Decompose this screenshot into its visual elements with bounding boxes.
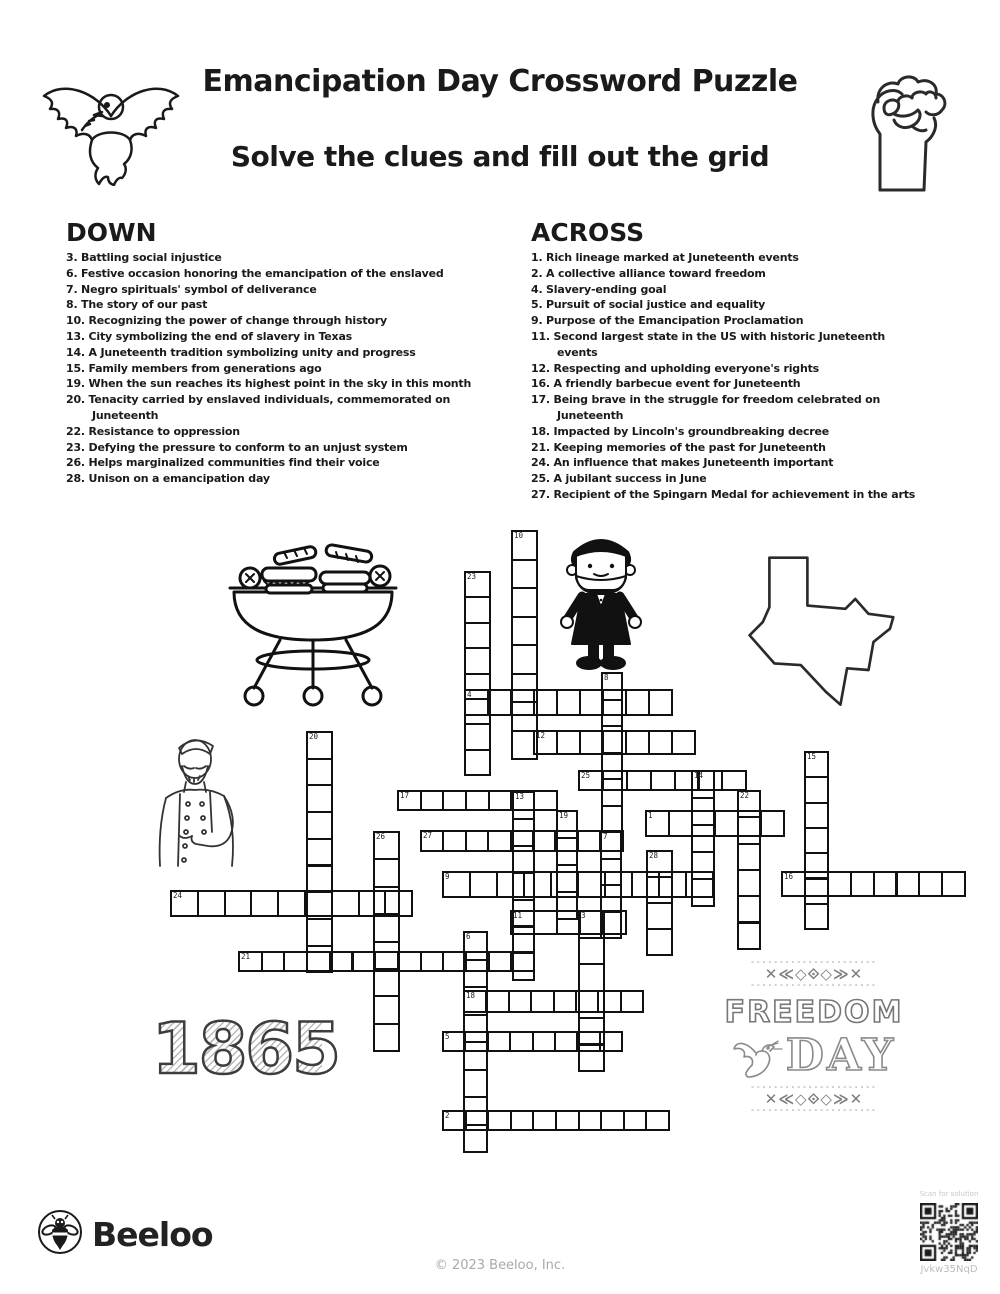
grid-cell: [781, 871, 806, 897]
clue-item: 24. An influence that makes Juneteenth important: [531, 456, 834, 470]
grid-cell: [373, 831, 400, 860]
grid-cell-number: 18: [466, 991, 476, 1000]
grid-cell: [238, 951, 263, 972]
grid-cell: [373, 995, 400, 1024]
grid-cell-number: 6: [466, 932, 471, 941]
grid-cell: [601, 752, 623, 781]
grid-cell: [261, 951, 286, 972]
grid-cell: [578, 770, 604, 791]
grid-cell: [512, 818, 535, 847]
grid-cell: [556, 837, 578, 866]
grid-cell: [306, 891, 333, 920]
grid-cell: [804, 776, 829, 803]
clue-item: 10. Recognizing the power of change through history: [66, 314, 387, 328]
grid-cell-number: 22: [740, 791, 750, 800]
grid-cell-number: 16: [784, 872, 794, 881]
grid-cell: [464, 647, 491, 674]
grid-cell: [896, 871, 921, 897]
texas-outline-icon: [728, 556, 900, 708]
lincoln-figure-icon: [560, 532, 642, 672]
grid-cell: [373, 1023, 400, 1052]
grid-cell: [373, 968, 400, 997]
grid-cell: [691, 878, 715, 907]
grid-cell: [556, 689, 581, 716]
grid-cell: [578, 1044, 605, 1073]
grid-cell: [487, 830, 511, 852]
grid-cell-number: 1: [648, 811, 653, 820]
grid-cell: [737, 816, 761, 844]
grid-cell: [625, 730, 650, 755]
clue-item: 11. Second largest state in the US with historic Juneteenth events: [531, 329, 886, 359]
grid-cell-number: 21: [241, 952, 251, 961]
clue-item: 1. Rich lineage marked at Juneteenth events: [531, 251, 799, 264]
clue-item: 15. Family members from generations ago: [66, 361, 322, 375]
grid-cell-number: 11: [513, 911, 523, 920]
grid-cell-number: 28: [649, 851, 659, 860]
grid-cell: [512, 926, 535, 955]
grid-cell: [646, 928, 673, 956]
clue-item: 12. Respecting and upholding everyone's rights: [531, 361, 819, 375]
grid-cell: [532, 1031, 556, 1052]
grid-cell-number: 5: [445, 1032, 450, 1041]
grid-cell: [463, 1124, 488, 1154]
grid-cell: [601, 699, 623, 728]
clue-item: 2. A collective alliance toward freedom: [531, 266, 766, 280]
grid-cell: [532, 1110, 557, 1131]
grid-cell: [397, 951, 422, 972]
grid-cell: [556, 864, 578, 893]
grid-cell: [250, 890, 279, 917]
raised-fist-icon: [850, 72, 954, 192]
grid-cell: [306, 731, 333, 760]
grid-cell: [511, 587, 538, 618]
grid-cell: [737, 790, 761, 818]
grid-cell: [373, 858, 400, 887]
grid-cell: [465, 790, 490, 811]
year-1865-art: 1865: [152, 1008, 339, 1090]
grid-cell: [510, 1110, 535, 1131]
across-heading: ACROSS: [531, 218, 645, 247]
grid-cell: [469, 871, 498, 898]
grid-cell: [691, 770, 715, 799]
grid-cell: [804, 903, 829, 930]
page-subtitle: Solve the clues and fill out the grid: [230, 140, 770, 173]
grid-cell: [306, 811, 333, 840]
clue-item: 9. Purpose of the Emancipation Proclamation: [531, 314, 804, 328]
grid-cell: [465, 830, 489, 852]
clue-item: 25. A jubilant success in June: [531, 472, 707, 486]
grid-cell: [578, 990, 605, 1019]
grid-cell: [737, 843, 761, 871]
grid-cell: [511, 530, 538, 561]
grid-cell: [556, 810, 578, 839]
grid-cell: [512, 872, 535, 901]
grid-cell-number: 27: [423, 831, 433, 840]
grid-cell: [463, 986, 488, 1016]
grid-cell: [648, 689, 673, 716]
grid-cell: [511, 644, 538, 675]
grid-cell: [487, 1031, 511, 1052]
grid-cell: [463, 1096, 488, 1126]
beeloo-brand-text: Beeloo: [92, 1215, 213, 1254]
clue-item: 26. Helps marginalized communities find their voice: [66, 456, 380, 470]
grid-cell-number: 2: [445, 1111, 450, 1120]
freedom-word: FREEDOM: [724, 995, 904, 1030]
grid-cell: [600, 884, 622, 913]
grid-cell: [578, 910, 605, 939]
grid-cell-number: 24: [173, 891, 183, 900]
grid-cell: [623, 1110, 648, 1131]
grid-cell: [306, 918, 333, 947]
page-title: Emancipation Day Crossword Puzzle: [202, 64, 798, 99]
grid-cell: [511, 701, 538, 732]
pattern-dots-top: ∘∘∘∘∘∘∘∘∘∘∘∘∘∘∘∘∘∘∘∘∘∘: [750, 959, 878, 966]
grid-cell: [488, 951, 513, 972]
clue-item: 19. When the sun reaches its highest point in the sky in this month: [66, 377, 472, 391]
grid-cell: [804, 852, 829, 879]
grid-cell: [306, 945, 333, 974]
grid-cell: [556, 730, 581, 755]
grid-cell: [464, 749, 491, 776]
grid-cell-number: 8: [604, 673, 609, 682]
clue-item: 3. Battling social injustice: [66, 251, 222, 264]
clue-item: 4. Slavery-ending goal: [531, 282, 667, 296]
grid-cell: [512, 845, 535, 874]
grid-cell: [646, 850, 673, 878]
grid-cell: [224, 890, 253, 917]
grid-cell: [306, 865, 333, 894]
grid-cell: [850, 871, 875, 897]
pattern-dots-top2: ∘∘∘∘∘∘∘∘∘∘∘∘∘∘∘∘∘∘∘∘∘∘: [750, 982, 878, 989]
grid-cell: [668, 810, 693, 837]
grid-cell: [646, 876, 673, 904]
grid-cell: [650, 770, 676, 791]
pattern-dots-bottom2: ∘∘∘∘∘∘∘∘∘∘∘∘∘∘∘∘∘∘∘∘∘∘: [750, 1107, 878, 1114]
grid-cell: [577, 830, 601, 852]
clue-item: 28. Unison on a emancipation day: [66, 472, 270, 486]
grid-cell-number: 26: [376, 832, 386, 841]
grid-cell: [463, 1069, 488, 1099]
grid-cell: [509, 1031, 533, 1052]
grid-cell: [533, 910, 558, 935]
clue-item: 27. Recipient of the Spingarn Medal for achievement in the arts: [531, 487, 916, 501]
grid-cell: [397, 790, 422, 811]
grid-cell: [691, 824, 715, 853]
grid-cell: [721, 770, 747, 791]
grid-cell: [554, 1031, 578, 1052]
grid-cell: [671, 730, 696, 755]
grid-cell: [827, 871, 852, 897]
grid-cell: [737, 895, 761, 923]
clue-item: 8. The story of our past: [66, 298, 208, 312]
grid-cell-number: 7: [603, 832, 608, 841]
grid-cell-number: 15: [807, 752, 817, 761]
grid-cell: [804, 878, 829, 905]
pattern-band-bottom: ✕≪◇⟐◇≫✕: [764, 1090, 864, 1108]
grid-cell: [511, 616, 538, 647]
grid-cell: [941, 871, 966, 897]
pattern-band-top: ✕≪◇⟐◇≫✕: [764, 965, 864, 983]
grid-cell: [197, 890, 226, 917]
grid-cell: [511, 559, 538, 590]
grid-cell: [420, 830, 444, 852]
grid-cell: [442, 871, 471, 898]
grid-cell: [601, 725, 623, 754]
grid-cell-number: 19: [559, 811, 569, 820]
grid-cell: [760, 810, 785, 837]
grid-cell: [306, 758, 333, 787]
clue-item: 18. Impacted by Lincoln's groundbreaking decree: [531, 424, 830, 438]
grid-cell: [530, 990, 554, 1013]
grid-cell: [555, 1110, 580, 1131]
grid-cell: [442, 830, 466, 852]
grid-cell: [648, 730, 673, 755]
qr-code-label: Jvkw35NqD: [920, 1264, 978, 1275]
grid-cell: [463, 1014, 488, 1044]
grid-cell: [508, 990, 532, 1013]
grid-cell: [464, 571, 491, 598]
clue-item: 14. A Juneteenth tradition symbolizing unity and progress: [66, 345, 416, 359]
clue-item: 23. Defying the pressure to conform to an unjust system: [66, 440, 408, 454]
grid-cell: [918, 871, 943, 897]
grid-cell: [804, 751, 829, 778]
grid-cell: [533, 790, 558, 811]
grid-cell: [463, 1041, 488, 1071]
grid-cell: [511, 673, 538, 704]
clue-item: 5. Pursuit of social justice and equality: [531, 298, 766, 312]
grid-cell: [373, 941, 400, 970]
grid-cell-number: 3: [581, 911, 586, 920]
copyright-text: © 2023 Beeloo, Inc.: [434, 1258, 566, 1273]
day-word: DAY: [785, 1030, 897, 1081]
grid-cell: [532, 830, 556, 852]
grid-cell: [331, 890, 360, 917]
grid-cell-number: 13: [515, 792, 525, 801]
grid-cell: [578, 1110, 603, 1131]
grid-cell: [691, 851, 715, 880]
grid-cell-number: 25: [581, 771, 591, 780]
bbq-grill-icon: [222, 540, 404, 710]
grid-cell: [553, 990, 577, 1013]
grid-cell: [804, 827, 829, 854]
grid-cell: [464, 723, 491, 750]
grid-cell: [626, 770, 652, 791]
grid-cell-number: 17: [400, 791, 410, 800]
grid-cell: [691, 797, 715, 826]
grid-cell: [463, 959, 488, 989]
grid-cell: [442, 790, 467, 811]
pattern-dots-bottom: ∘∘∘∘∘∘∘∘∘∘∘∘∘∘∘∘∘∘∘∘∘∘: [750, 1084, 878, 1091]
grid-cell: [512, 899, 535, 928]
clue-item: 13. City symbolizing the end of slavery in Texas: [66, 329, 353, 343]
grid-cell: [306, 784, 333, 813]
grid-cell: [620, 990, 644, 1013]
grid-cell: [170, 890, 199, 917]
grid-cell: [487, 1110, 512, 1131]
grid-cell-number: 23: [467, 572, 477, 581]
clue-item: 6. Festive occasion honoring the emancipation of the enslaved: [66, 266, 444, 280]
grid-cell: [600, 831, 622, 860]
grid-cell: [645, 810, 670, 837]
clue-item: 17. Being brave in the struggle for freedom celebrated on Juneteenth: [531, 393, 881, 422]
grid-cell-number: 10: [514, 531, 524, 540]
dove-icon: [36, 74, 186, 186]
grid-cell: [512, 791, 535, 820]
grid-cell-number: 14: [694, 771, 704, 780]
grid-cell: [873, 871, 898, 897]
grid-cell: [601, 805, 623, 834]
grid-cell: [420, 951, 445, 972]
clue-item: 20. Tenacity carried by enslaved individuals, commemorated on Juneteenth: [66, 393, 451, 422]
qr-code: [920, 1203, 978, 1261]
freedom-day-art: [714, 960, 914, 1114]
grid-cell: [737, 869, 761, 897]
grid-cell-number: 20: [309, 732, 319, 741]
grid-cell-number: 9: [445, 872, 450, 881]
grid-cell: [578, 937, 605, 966]
qr-caption: Scan for solution: [919, 1190, 979, 1198]
grid-cell: [714, 810, 739, 837]
grid-cell: [373, 886, 400, 915]
grid-cell: [601, 672, 623, 701]
beeloo-bee-logo-icon: [36, 1208, 84, 1256]
down-heading: DOWN: [66, 218, 157, 247]
grid-cell-number: 12: [536, 731, 546, 740]
grid-cell: [464, 673, 491, 700]
grid-cell: [511, 730, 538, 761]
grid-cell-number: 4: [467, 690, 472, 699]
grid-cell: [463, 931, 488, 961]
clue-item: 22. Resistance to oppression: [66, 424, 240, 438]
small-dove-icon: [732, 1033, 784, 1079]
grid-cell: [277, 890, 306, 917]
grid-cell: [488, 790, 513, 811]
clue-item: 7. Negro spirituals' symbol of deliverance: [66, 282, 317, 296]
grid-cell: [420, 790, 445, 811]
grid-cell: [625, 689, 650, 716]
grid-cell: [646, 902, 673, 930]
grid-cell: [306, 838, 333, 867]
grid-cell: [600, 858, 622, 887]
clue-item: 21. Keeping memories of the past for Juneteenth: [531, 440, 826, 454]
grid-cell: [373, 913, 400, 942]
grid-cell: [645, 1110, 670, 1131]
grid-cell: [464, 596, 491, 623]
grid-cell: [464, 622, 491, 649]
grid-cell: [485, 990, 509, 1013]
grid-cell: [512, 952, 535, 981]
grid-cell: [737, 922, 761, 950]
grid-cell: [556, 891, 578, 920]
grid-cell: [283, 951, 308, 972]
grid-cell: [601, 778, 623, 807]
across-clue-list: [531, 250, 919, 503]
grid-cell: [578, 1017, 605, 1046]
grid-cell: [578, 963, 605, 992]
grid-cell: [804, 802, 829, 829]
grid-cell: [464, 698, 491, 725]
bearded-man-icon: [146, 732, 244, 878]
grid-cell: [600, 1110, 625, 1131]
clue-item: 16. A friendly barbecue event for Juneteenth: [531, 377, 801, 391]
down-clue-list: [66, 250, 486, 487]
